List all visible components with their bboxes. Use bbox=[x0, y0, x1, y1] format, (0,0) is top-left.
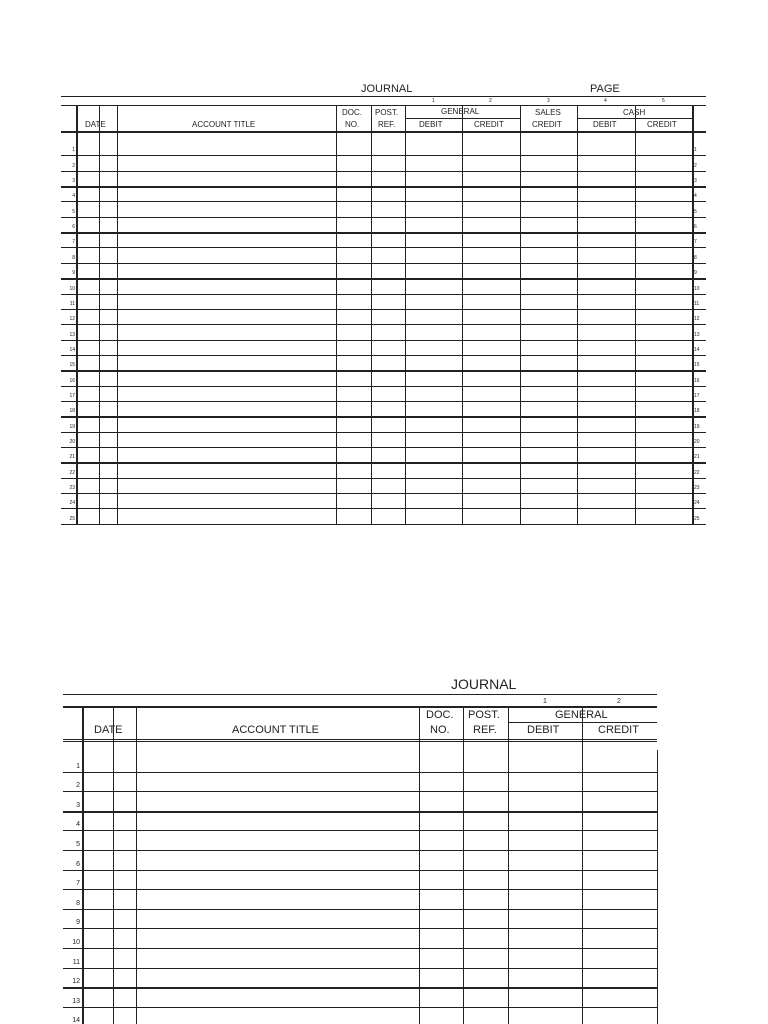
row-rule bbox=[61, 432, 706, 433]
row-number: 22 bbox=[69, 469, 75, 476]
column-rule bbox=[582, 706, 583, 1024]
column-rule bbox=[577, 105, 578, 524]
row-rule bbox=[63, 1007, 657, 1008]
row-rule bbox=[63, 830, 657, 831]
column-number: 3 bbox=[547, 98, 550, 104]
row-number: 15 bbox=[69, 362, 75, 369]
cash-debit-header: DEBIT bbox=[593, 120, 617, 129]
row-rule bbox=[61, 171, 706, 172]
general-debit-header: DEBIT bbox=[527, 724, 560, 736]
row-rule bbox=[63, 909, 657, 910]
column-rule bbox=[508, 706, 509, 1024]
row-rule bbox=[61, 493, 706, 494]
row-number: 25 bbox=[69, 515, 75, 522]
row-number: 2 bbox=[76, 782, 80, 790]
row-number: 9 bbox=[76, 919, 80, 927]
row-rule bbox=[61, 355, 706, 356]
general-header: GENERAL bbox=[555, 709, 608, 721]
page-label: PAGE bbox=[590, 83, 620, 95]
row-rule bbox=[63, 889, 657, 890]
row-rule bbox=[61, 524, 706, 525]
row-number: 17 bbox=[69, 392, 75, 399]
row-number-right: 12 bbox=[694, 316, 700, 323]
row-rule bbox=[61, 416, 706, 418]
row-number-right: 15 bbox=[694, 362, 700, 369]
row-number: 4 bbox=[72, 193, 75, 200]
row-number-right: 9 bbox=[694, 270, 697, 277]
row-rule bbox=[61, 340, 706, 341]
row-number-right: 24 bbox=[694, 500, 700, 507]
row-number: 19 bbox=[69, 423, 75, 430]
row-number-right: 4 bbox=[694, 193, 697, 200]
row-number-right: 19 bbox=[694, 423, 700, 430]
row-number-right: 13 bbox=[694, 331, 700, 338]
row-number: 5 bbox=[72, 208, 75, 215]
row-number-right: 21 bbox=[694, 454, 700, 461]
row-number: 12 bbox=[69, 316, 75, 323]
row-number: 2 bbox=[72, 162, 75, 169]
column-number: 4 bbox=[604, 98, 607, 104]
row-rule bbox=[61, 447, 706, 448]
post-ref-header-line1: POST. bbox=[375, 108, 399, 117]
account-title-header: ACCOUNT TITLE bbox=[232, 724, 319, 736]
row-rule bbox=[63, 987, 657, 989]
general-debit-header: DEBIT bbox=[419, 120, 443, 129]
column-rule bbox=[336, 105, 337, 524]
row-number-right: 22 bbox=[694, 469, 700, 476]
row-rule bbox=[61, 386, 706, 387]
row-number: 13 bbox=[69, 331, 75, 338]
row-rule bbox=[61, 401, 706, 402]
row-number: 7 bbox=[76, 880, 80, 888]
row-number: 24 bbox=[69, 500, 75, 507]
general-credit-header: CREDIT bbox=[474, 120, 504, 129]
row-number-right: 25 bbox=[694, 515, 700, 522]
row-number: 3 bbox=[76, 801, 80, 809]
row-rule bbox=[61, 478, 706, 479]
row-rule bbox=[63, 811, 657, 813]
doc-header-line2: NO. bbox=[430, 724, 450, 736]
row-rule bbox=[63, 850, 657, 851]
cash-header: CASH bbox=[623, 108, 646, 117]
row-rule bbox=[63, 928, 657, 929]
row-number: 10 bbox=[72, 939, 80, 946]
column-rule bbox=[371, 105, 372, 524]
column-number: 1 bbox=[543, 698, 547, 705]
row-number: 3 bbox=[72, 178, 75, 185]
post-ref-header-line2: REF. bbox=[378, 120, 396, 129]
row-rule bbox=[63, 948, 657, 949]
row-number-right: 7 bbox=[694, 239, 697, 246]
header-top-rule bbox=[61, 105, 706, 106]
row-number-right: 18 bbox=[694, 408, 700, 415]
column-rule bbox=[113, 706, 114, 1024]
row-number: 20 bbox=[69, 439, 75, 445]
row-number: 9 bbox=[72, 270, 75, 277]
row-number-right: 11 bbox=[694, 300, 700, 307]
row-number: 18 bbox=[69, 408, 75, 415]
row-rule bbox=[61, 324, 706, 325]
row-number-right: 8 bbox=[694, 254, 697, 261]
post-ref-header-line1: POST. bbox=[468, 709, 500, 721]
doc-header-line1: DOC. bbox=[342, 108, 362, 117]
row-number: 14 bbox=[72, 1017, 80, 1024]
column-rule bbox=[657, 750, 658, 1024]
column-rule bbox=[635, 105, 636, 524]
column-rule bbox=[463, 706, 464, 1024]
column-rule bbox=[419, 706, 420, 1024]
row-number: 11 bbox=[72, 958, 80, 966]
sales-header-line2: CREDIT bbox=[532, 120, 562, 129]
row-rule bbox=[61, 462, 706, 464]
row-number: 10 bbox=[69, 285, 75, 292]
column-rule bbox=[405, 105, 406, 524]
account-title-header: ACCOUNT TITLE bbox=[192, 120, 256, 129]
date-header: DATE bbox=[94, 724, 123, 736]
row-number: 8 bbox=[76, 899, 80, 907]
column-rule bbox=[99, 105, 100, 524]
row-number-right: 1 bbox=[694, 147, 697, 154]
column-rule bbox=[692, 105, 694, 524]
row-rule bbox=[61, 309, 706, 310]
row-rule bbox=[63, 791, 657, 792]
row-number: 8 bbox=[72, 254, 75, 261]
row-number: 11 bbox=[69, 300, 75, 307]
column-rule bbox=[76, 105, 78, 524]
header-bottom-rule bbox=[61, 131, 706, 133]
row-number: 5 bbox=[76, 841, 80, 848]
row-number: 21 bbox=[69, 454, 75, 461]
row-number: 6 bbox=[76, 860, 80, 868]
sales-header-line1: SALES bbox=[535, 108, 561, 117]
row-number-right: 16 bbox=[694, 377, 700, 384]
row-number-right: 14 bbox=[694, 346, 700, 353]
row-number: 16 bbox=[69, 377, 75, 384]
column-number: 1 bbox=[432, 98, 435, 104]
row-number: 4 bbox=[76, 821, 80, 829]
row-number: 12 bbox=[72, 978, 80, 986]
row-rule bbox=[61, 217, 706, 218]
row-rule bbox=[61, 186, 706, 188]
cash-credit-header: CREDIT bbox=[647, 120, 677, 129]
header-bottom-rule bbox=[63, 739, 657, 742]
journal-title: JOURNAL bbox=[451, 676, 517, 692]
post-ref-header-line2: REF. bbox=[473, 724, 497, 736]
row-number-right: 5 bbox=[694, 208, 697, 215]
row-number: 13 bbox=[72, 997, 80, 1005]
journal-title: JOURNAL bbox=[361, 83, 413, 95]
doc-header-line1: DOC. bbox=[426, 709, 454, 721]
title-rule bbox=[63, 694, 657, 695]
header-top-rule bbox=[63, 706, 657, 708]
row-number: 23 bbox=[69, 485, 75, 492]
doc-header-line2: NO. bbox=[345, 120, 360, 129]
row-rule bbox=[63, 772, 657, 773]
row-rule bbox=[61, 508, 706, 509]
row-number: 14 bbox=[69, 346, 75, 353]
column-number: 2 bbox=[617, 698, 621, 705]
column-rule bbox=[462, 105, 463, 524]
column-number: 2 bbox=[489, 98, 492, 104]
column-rule bbox=[136, 706, 137, 1024]
row-rule bbox=[63, 870, 657, 871]
row-number-right: 6 bbox=[694, 224, 697, 231]
row-rule bbox=[61, 278, 706, 280]
column-rule bbox=[82, 706, 84, 1024]
row-number-right: 23 bbox=[694, 485, 700, 492]
row-rule bbox=[61, 155, 706, 156]
row-number-right: 3 bbox=[694, 178, 697, 185]
row-rule bbox=[61, 232, 706, 234]
row-number-right: 10 bbox=[694, 285, 700, 292]
general-header: GENERAL bbox=[441, 107, 480, 116]
row-number: 1 bbox=[72, 147, 75, 154]
column-number: 5 bbox=[662, 98, 665, 104]
row-number-right: 2 bbox=[694, 162, 697, 169]
title-rule bbox=[61, 96, 706, 97]
row-number-right: 17 bbox=[694, 392, 700, 399]
row-rule bbox=[61, 201, 706, 202]
general-credit-header: CREDIT bbox=[598, 724, 639, 736]
row-number: 6 bbox=[72, 224, 75, 231]
row-number: 7 bbox=[72, 239, 75, 246]
row-rule bbox=[63, 968, 657, 969]
column-rule bbox=[520, 105, 521, 524]
date-header: DATE bbox=[85, 120, 106, 129]
row-rule bbox=[61, 247, 706, 248]
column-rule bbox=[117, 105, 118, 524]
row-rule bbox=[61, 370, 706, 372]
row-rule bbox=[61, 294, 706, 295]
row-number: 1 bbox=[76, 762, 80, 770]
row-rule bbox=[61, 263, 706, 264]
row-number-right: 20 bbox=[694, 439, 700, 445]
